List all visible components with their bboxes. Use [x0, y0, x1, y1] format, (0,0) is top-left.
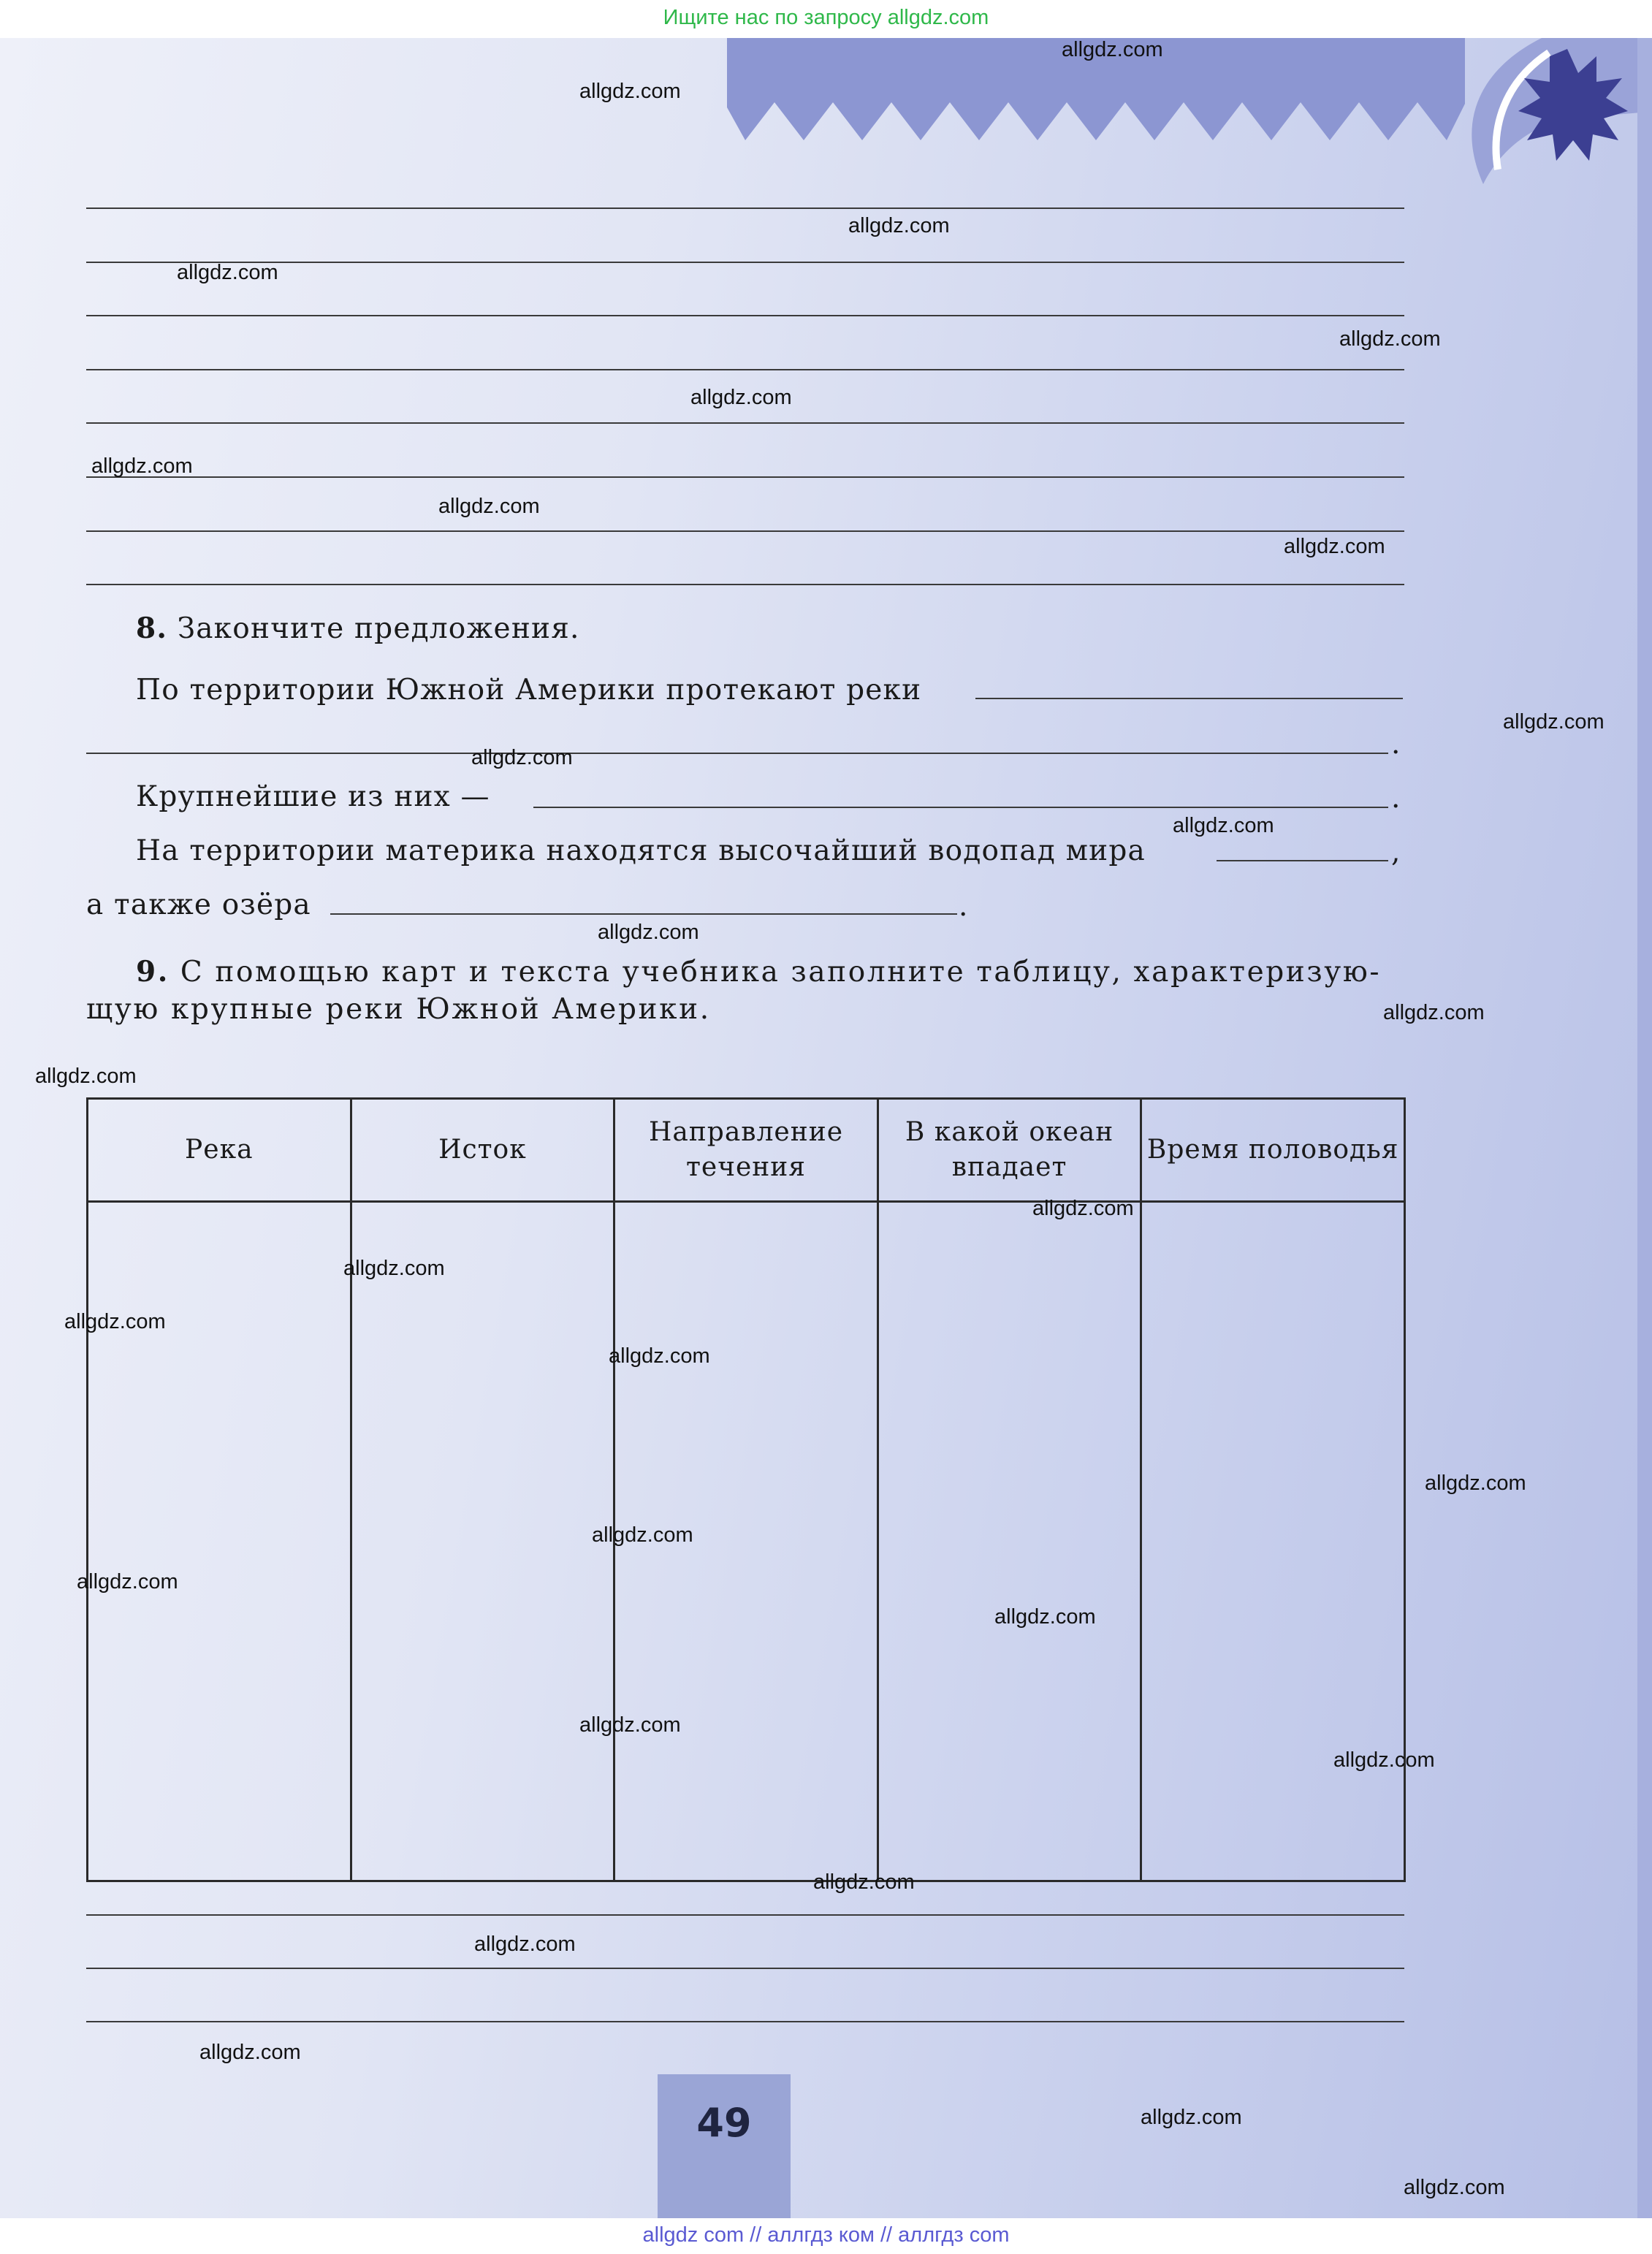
answer-line[interactable]	[975, 698, 1403, 699]
answer-line[interactable]	[86, 207, 1404, 209]
watermark: allgdz.com	[1383, 1001, 1485, 1024]
watermark: allgdz.com	[1425, 1471, 1526, 1495]
star-burst-icon	[1454, 38, 1652, 184]
watermark: allgdz.com	[592, 1523, 693, 1547]
watermark: allgdz.com	[1062, 38, 1163, 61]
task8-sentence3: На территории материка находятся высочайший водопад мира	[136, 834, 1146, 867]
answer-line[interactable]	[86, 753, 1388, 754]
table-header-row	[88, 1099, 1405, 1202]
watermark: allgdz.com	[1339, 327, 1441, 351]
page-number: 49	[696, 2100, 752, 2146]
watermark: allgdz.com	[64, 1310, 166, 1333]
header-source: Исток	[351, 1099, 614, 1202]
answer-line[interactable]	[330, 913, 957, 915]
watermark: allgdz.com	[77, 1570, 178, 1594]
answer-line[interactable]	[86, 422, 1404, 424]
watermark: allgdz.com	[1032, 1197, 1134, 1220]
workbook-page: 8. Закончите предложения. По территории Южной Америки протекают реки . Крупнейшие из них — . На территории материка находятся высочайший водопад мира , а также озёра . 9. С помощью карт и текста учебника заполните таблицу, характеризую- щую крупные реки Южной Америки. Река Исток Направление течения В какой океан впадает Время половодья 49 allgdz.com allgdz.com allgdz.com allgdz.com allgdz.com allgdz.com allgdz.com allgdz.com allgdz.com allgdz.com allgdz.com allgdz.com allgdz.com allgdz.com allgdz.com allgdz.com allgdz.com allgdz.com allgdz.com allgdz.com allgdz.com allgdz.com allgdz.com allgdz.com allgdz.com allgdz.com allgdz.com allgdz.com allgdz.com allgdz.com	[0, 38, 1652, 2218]
answer-line[interactable]	[86, 262, 1404, 263]
watermark: allgdz.com	[474, 1933, 576, 1956]
bottom-banner[interactable]: allgdz com // аллгдз ком // аллгдз com	[642, 2223, 1010, 2247]
answer-line[interactable]	[86, 1968, 1404, 1969]
task8-sentence1: По территории Южной Америки протекают реки	[136, 674, 922, 707]
watermark: allgdz.com	[35, 1065, 137, 1088]
watermark: allgdz.com	[813, 1870, 915, 1894]
page-edge	[1637, 38, 1652, 2218]
watermark: allgdz.com	[579, 80, 681, 103]
watermark: allgdz.com	[994, 1605, 1096, 1629]
task9-heading	[136, 955, 1381, 989]
cell-flood-time[interactable]	[1141, 1202, 1405, 1881]
watermark: allgdz.com	[598, 921, 699, 944]
task8-title: Закончите предложения.	[177, 612, 580, 645]
header-direction: Направление течения	[614, 1099, 878, 1202]
cell-source[interactable]	[351, 1202, 614, 1881]
watermark: allgdz.com	[91, 454, 193, 478]
watermark: allgdz.com	[1173, 814, 1274, 837]
task8-sentence2: Крупнейшие из них —	[136, 780, 490, 813]
watermark: allgdz.com	[848, 214, 950, 237]
watermark: allgdz.com	[1503, 710, 1605, 734]
answer-line[interactable]	[86, 584, 1404, 585]
watermark: allgdz.com	[343, 1257, 445, 1280]
watermark: allgdz.com	[1284, 535, 1385, 558]
task8-number: 8.	[136, 612, 168, 645]
table-row	[88, 1202, 1405, 1881]
task8-heading	[136, 612, 580, 645]
answer-line[interactable]	[86, 2021, 1404, 2022]
task9-text-cont: щую крупные реки Южной Америки.	[86, 993, 711, 1026]
answer-line[interactable]	[1217, 860, 1388, 861]
task9-text: С помощью карт и текста учебника заполните таблицу, характеризую-	[180, 956, 1382, 989]
answer-line[interactable]	[86, 369, 1404, 370]
watermark: allgdz.com	[579, 1713, 681, 1737]
task9-number: 9.	[136, 955, 170, 989]
watermark: allgdz.com	[690, 386, 792, 409]
watermark: allgdz.com	[177, 261, 278, 284]
watermark: allgdz.com	[1333, 1748, 1435, 1772]
header-river: Река	[88, 1099, 351, 1202]
watermark: allgdz.com	[1404, 2176, 1505, 2199]
watermark: allgdz.com	[1141, 2106, 1242, 2129]
cell-river[interactable]	[88, 1202, 351, 1881]
watermark: allgdz.com	[199, 2041, 301, 2064]
watermark: allgdz.com	[438, 495, 540, 518]
answer-line[interactable]	[86, 530, 1404, 532]
answer-line[interactable]	[86, 315, 1404, 316]
header-ocean: В какой океан впадает	[878, 1099, 1141, 1202]
answer-line[interactable]	[533, 807, 1388, 808]
watermark: allgdz.com	[609, 1344, 710, 1368]
page-number-tab	[658, 2074, 791, 2218]
task8-sentence4: а также озёра	[86, 888, 311, 921]
answer-line[interactable]	[86, 1914, 1404, 1916]
header-flood-time: Время половодья	[1141, 1099, 1405, 1202]
cell-ocean[interactable]	[878, 1202, 1141, 1881]
rivers-table	[86, 1097, 1406, 1882]
answer-line[interactable]	[86, 476, 1404, 478]
top-banner[interactable]: Ищите нас по запросу allgdz.com	[663, 6, 989, 29]
watermark: allgdz.com	[471, 746, 573, 769]
